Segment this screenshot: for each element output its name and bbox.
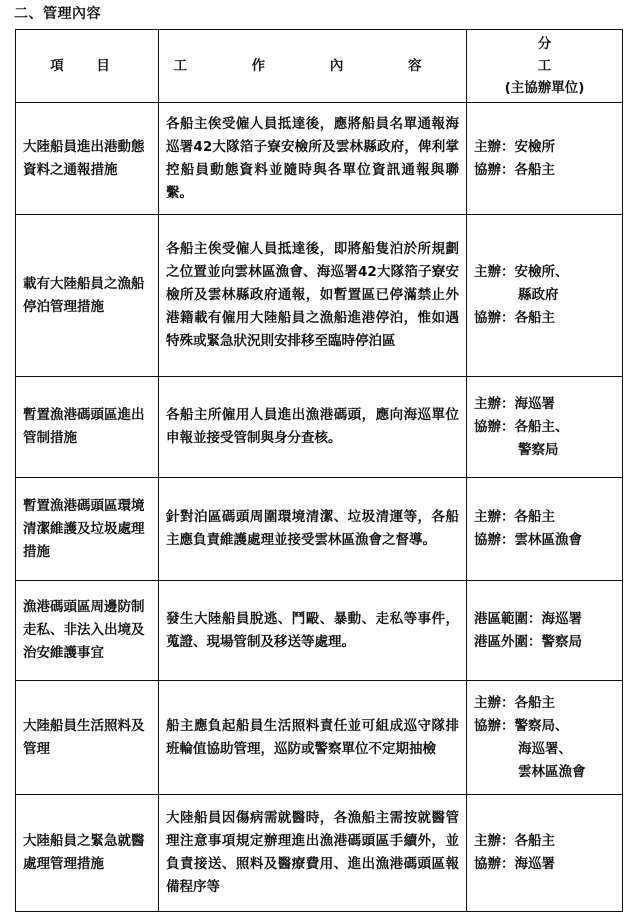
table-row (16, 478, 623, 581)
table-header-row (16, 30, 623, 103)
row-content: 發生大陸船員脫逃、鬥毆、暴動、走私等事件，蒐證、現場管制及移送等處理。 (159, 581, 467, 681)
row-roles: 主辦：各船主 協辦：海巡署 (467, 795, 623, 912)
table-row (16, 377, 623, 478)
table-row (16, 681, 623, 795)
row-item: 大陸船員生活照料及管理 (16, 681, 159, 795)
table-row (16, 795, 623, 912)
table-row (16, 581, 623, 681)
table-row (16, 215, 623, 377)
header-content: 工 作 內 容 (159, 30, 467, 103)
row-content: 各船主俟受僱人員抵達後，即將船隻泊於所規劃之位置並向雲林區漁會、海巡署42大隊箔子寮安檢所及雲林縣政府通報，如暫置區已停滿禁止外港籍載有僱用大陸船員之漁船進港停泊，惟如遇特殊或緊急狀況則安排移至臨時停泊區 (159, 215, 467, 377)
row-content: 各船主俟受僱人員抵達後，應將船員名單通報海巡署42大隊箔子寮安檢所及雲林縣政府，俾利掌控船員動態資料並隨時與各單位資訊通報與聯繫。 (159, 103, 467, 215)
row-content: 大陸船員因傷病需就醫時，各漁船主需按就醫管理注意事項規定辦理進出漁港碼頭區手續外，並負責接送、照料及醫療費用、進出漁港碼頭區報備程序等 (159, 795, 467, 912)
table-row (16, 103, 623, 215)
row-roles: 主辦：各船主 協辦：雲林區漁會 (467, 478, 623, 581)
row-item: 暫置漁港碼頭區進出管制措施 (16, 377, 159, 478)
row-item: 大陸船員之緊急就醫處理管理措施 (16, 795, 159, 912)
row-roles: 主辦：安檢所 協辦：各船主 (467, 103, 623, 215)
row-content: 船主應負起船員生活照料責任並可組成巡守隊排班輪值協助管理，巡防或警察單位不定期抽檢 (159, 681, 467, 795)
header-division: 分 工 (主協辦單位) (467, 30, 623, 103)
section-title: 二、管理內容 (14, 6, 101, 22)
row-item: 大陸船員進出港動態資料之通報措施 (16, 103, 159, 215)
row-roles: 主辦：各船主 協辦：警察局、 海巡署、 雲林區漁會 (467, 681, 623, 795)
row-roles: 主辦：海巡署 協辦：各船主、 警察局 (467, 377, 623, 478)
row-item: 漁港碼頭區周邊防制走私、非法入出境及治安維護事宜 (16, 581, 159, 681)
management-table (15, 29, 623, 912)
header-item: 項 目 (16, 30, 159, 103)
row-item: 載有大陸船員之漁船停泊管理措施 (16, 215, 159, 377)
row-roles: 主辦：安檢所、 縣政府 協辦：各船主 (467, 215, 623, 377)
row-roles: 港區範圍：海巡署 港區外圍：警察局 (467, 581, 623, 681)
row-item: 暫置漁港碼頭區環境清潔維護及垃圾處理措施 (16, 478, 159, 581)
row-content: 各船主所僱用人員進出漁港碼頭，應向海巡單位申報並接受管制與身分查核。 (159, 377, 467, 478)
row-content: 針對泊區碼頭周圍環境清潔、垃圾清運等，各船主應負責維護處理並接受雲林區漁會之督導。 (159, 478, 467, 581)
